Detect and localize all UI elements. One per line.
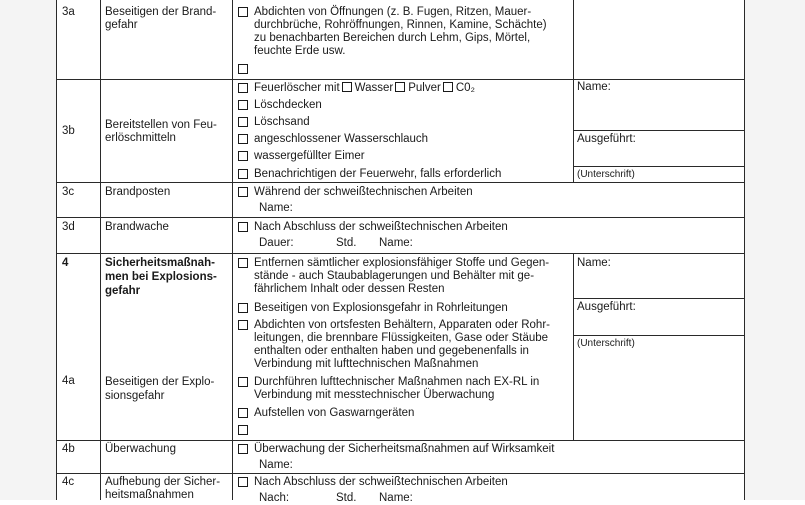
powder-label: Pulver [408,82,441,94]
section-title: Sicherheitsmaßnah- [105,257,215,269]
checkbox-co2[interactable] [443,82,453,92]
row-label: Brandwache [105,221,169,233]
checkbox[interactable] [238,444,248,454]
page-margin-right [745,0,805,500]
measure-text: Verbindung mit lufttechnischen Maßnahmen [254,358,479,370]
duration-label: Dauer: [259,237,294,249]
sig-divider [573,130,745,131]
row-label: Bereitstellen von Feu- [105,119,217,131]
checkbox[interactable] [238,320,248,330]
checkbox-blank[interactable] [238,64,248,74]
duration-label: Nach: [259,492,290,504]
measure-text: Entfernen sämtlicher explosionsfähiger Stoffe und Gegen- [254,257,550,269]
signature-executed-label: Ausgeführt: [577,301,636,313]
checkbox[interactable] [238,187,248,197]
measure-text: Abdichten von ortsfesten Behältern, Apparaten oder Rohr- [254,319,550,331]
measure-text: Benachrichtigen der Feuerwehr, falls erforderlich [254,168,502,180]
measure-text: Nach Abschluss der schweißtechnischen Arbeiten [254,476,508,488]
row-label: heitsmaßnahmen [105,489,194,501]
row-label: sionsgefahr [105,390,165,402]
measure-text: angeschlossener Wasserschlauch [254,133,429,145]
measure-text: feuchte Erde usw. [254,45,346,57]
sig-divider [573,335,745,336]
measure-text: Abdichten von Öffnungen (z. B. Fugen, Ritzen, Mauer- [254,6,532,18]
checkbox[interactable] [238,377,248,387]
signature-name-label: Name: [577,81,611,93]
extinguisher-line [254,81,475,95]
sig-divider [573,298,745,299]
checkbox-blank[interactable] [238,425,248,435]
permit-table [56,0,745,504]
checkbox[interactable] [238,134,248,144]
checkbox[interactable] [238,117,248,127]
sig-divider [573,166,745,167]
row-divider [56,253,745,254]
measure-text: wassergefüllter Eimer [254,150,365,162]
row-number: 4b [62,443,75,455]
checkbox[interactable] [238,222,248,232]
name-field-label: Name: [379,492,413,504]
checkbox[interactable] [238,303,248,313]
column-divider-signature [573,0,574,182]
signature-label: (Unterschrift) [577,169,635,180]
row-number: 4 [62,257,69,269]
name-field-label: Name: [259,202,293,214]
row-number: 3b [62,125,75,137]
row-label: erlöschmitteln [105,132,176,144]
checkbox-powder[interactable] [395,82,405,92]
row-divider [56,217,745,218]
checkbox[interactable] [238,83,248,93]
measure-text: Löschsand [254,116,310,128]
table-border-right [744,0,745,500]
checkbox[interactable] [238,408,248,418]
column-divider-signature-4 [573,253,574,440]
checkbox-water[interactable] [342,82,352,92]
row-divider [56,182,745,183]
checkbox[interactable] [238,169,248,179]
section-title: gefahr [105,285,141,297]
row-divider [56,440,745,441]
water-label: Wasser [354,82,394,94]
row-label: gefahr [105,19,138,31]
checkbox[interactable] [238,100,248,110]
hours-label: Std. [336,492,357,504]
row-number: 3a [62,6,75,18]
extinguisher-label: Feuerlöscher mit [254,82,340,94]
measure-text: Verbindung mit messtechnischer Überwachung [254,389,495,401]
signature-executed-label: Ausgeführt: [577,133,636,145]
row-label: Beseitigen der Explo- [105,376,215,388]
row-label: Brandposten [105,186,171,198]
measure-text: stände - auch Staubablagerungen und Behälter mit ge- [254,270,535,282]
measure-text: zu benachbarten Bereichen durch Lehm, Gips, Mörtel, [254,32,531,44]
row-label: Beseitigen der Brand- [105,6,217,18]
name-field-label: Name: [379,237,413,249]
measure-text: durchbrüche, Rohröffnungen, Rinnen, Kamine, Schächte) [254,19,547,31]
table-border-left [56,0,57,500]
row-number: 3c [62,186,75,198]
measure-text: enthalten oder enthalten haben und gegebenenfalls in [254,345,529,357]
page-margin-left [0,0,56,500]
measure-text: Beseitigen von Explosionsgefahr in Rohrleitungen [254,302,508,314]
measure-text: leitungen, die brennbare Flüssigkeiten, Gase oder Stäube [254,332,549,344]
row-label: Aufhebung der Sicher- [105,476,221,488]
checkbox[interactable] [238,258,248,268]
signature-label: (Unterschrift) [577,338,635,349]
name-field-label: Name: [259,459,293,471]
section-title: men bei Explosions- [105,271,217,283]
measure-text: Überwachung der Sicherheitsmaßnahmen auf Wirksamkeit [254,443,555,455]
checkbox[interactable] [238,477,248,487]
measure-text: Nach Abschluss der schweißtechnischen Arbeiten [254,221,508,233]
measure-text: fährlichem Inhalt oder dessen Resten [254,283,445,295]
row-divider [56,79,745,80]
row-label: Überwachung [105,443,176,455]
measure-text: Durchführen lufttechnischer Maßnahmen nach EX-RL in [254,376,540,388]
co2-label: C0₂ [455,82,475,94]
row-number: 4a [62,375,75,387]
signature-name-label: Name: [577,257,611,269]
measure-text: Aufstellen von Gaswarngeräten [254,407,415,419]
measure-text: Löschdecken [254,99,322,111]
row-number: 4c [62,476,75,488]
checkbox[interactable] [238,151,248,161]
measure-text: Während der schweißtechnischen Arbeiten [254,186,473,198]
row-number: 3d [62,221,75,233]
column-divider-number [100,0,101,500]
hours-label: Std. [336,237,357,249]
row-divider [56,473,745,474]
column-divider-label [232,0,233,500]
checkbox[interactable] [238,7,248,17]
